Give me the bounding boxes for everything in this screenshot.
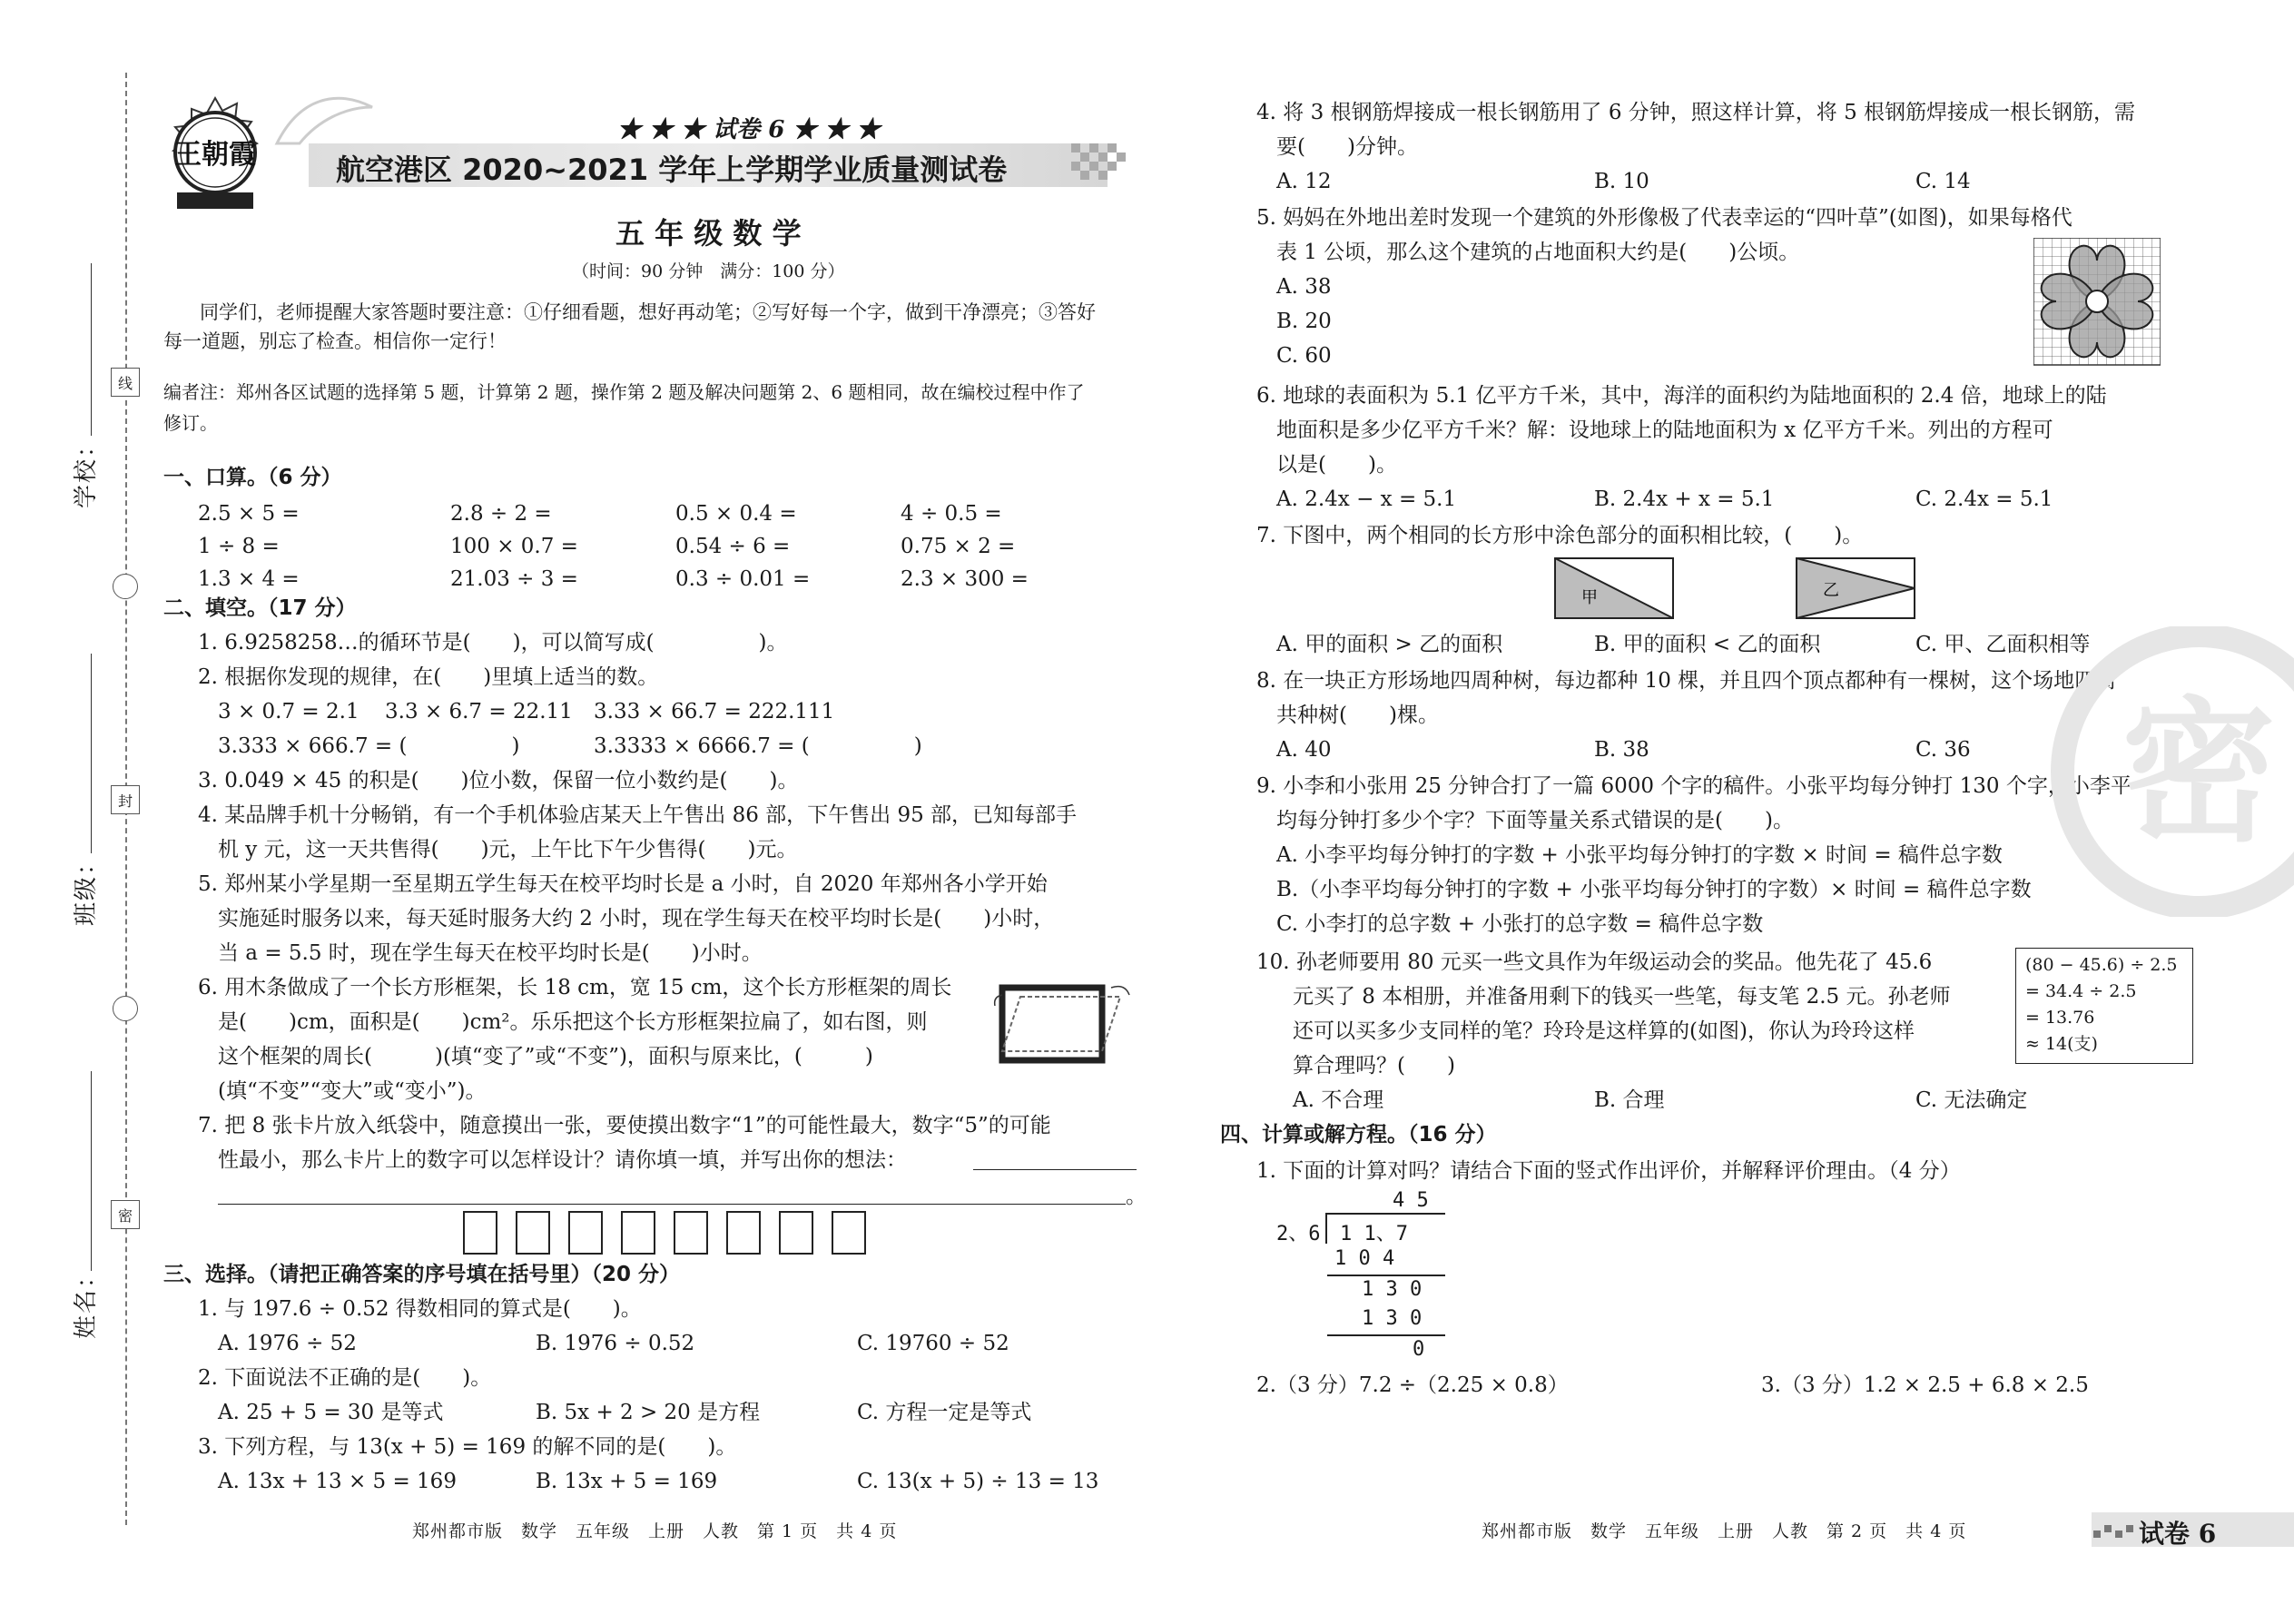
notice-line-2: 每一道题，别忘了检查。相信你一定行！ (163, 330, 507, 352)
oral-item: 2.5 × 5 = (198, 502, 300, 526)
long-division (1276, 1189, 1458, 1371)
calc-line: ≈ 14(支) (2025, 1034, 2098, 1054)
subject-title: 五 年 级 数 学 (615, 216, 802, 251)
oral-item: 0.75 × 2 = (901, 535, 1016, 558)
school-write-line (91, 263, 92, 436)
choice-q5-c: C. 60 (1276, 344, 1332, 368)
choice-q8-line1: 8. 在一块正方形场地四周种树，每边都种 10 棵，并且四个顶点都种有一棵树，这个场地四周 (1256, 669, 2117, 693)
choice-q6-a: A. 2.4x − x = 5.1 (1276, 487, 1457, 511)
rect-jia-figure (1554, 557, 1674, 619)
exam-title: 航空港区 2020~2021 学年上学期学业质量测试卷 (336, 153, 1008, 187)
fill-q6-line4: (填“不变”“变大”或“变小”)。 (218, 1079, 487, 1103)
choice-q3-c: C. 13(x + 5) ÷ 13 = 13 (857, 1470, 1099, 1493)
oral-item: 4 ÷ 0.5 = (901, 502, 1002, 526)
section-2-title: 二、填空。（17 分） (163, 596, 357, 620)
choice-q5-a: A. 38 (1276, 275, 1332, 299)
choice-q2-a: A. 25 + 5 = 30 是等式 (218, 1401, 444, 1424)
choice-q2-b: B. 5x + 2 > 20 是方程 (536, 1401, 761, 1424)
card-input-4[interactable] (621, 1211, 655, 1255)
choice-q10-c: C. 无法确定 (1915, 1088, 2028, 1112)
fill-q3: 3. 0.049 × 45 的积是( )位小数，保留一位小数约是( )。 (198, 769, 799, 792)
choice-q7: 7. 下图中，两个相同的长方形中涂色部分的面积相比较，( )。 (1256, 524, 1864, 547)
binding-mark-line: 线 (111, 368, 140, 397)
fill-q6-line3: 这个框架的周长( )(填“变了”或“不变”)，面积与原来比，( ) (218, 1045, 873, 1068)
label-yi: 乙 (1823, 581, 1839, 600)
choice-q1-c: C. 19760 ÷ 52 (857, 1332, 1009, 1355)
choice-q9-c: C. 小李打的总字数 + 小张打的总字数 = 稿件总字数 (1276, 912, 1764, 936)
div-row-4: 0 (1413, 1338, 1425, 1361)
div-divisor: 2、6 (1276, 1223, 1321, 1245)
card-input-5[interactable] (674, 1211, 708, 1255)
fill-q6-line2: 是( )cm，面积是( )cm²。乐乐把这个长方形框架拉扁了，如右图，则 (218, 1010, 928, 1034)
choice-q8-line2: 共种树( )棵。 (1276, 704, 1439, 727)
section-1-title: 一、口算。（6 分） (163, 466, 342, 489)
fill-q4-line2: 机 y 元，这一天共售得( )元，上午比下午少售得( )元。 (218, 838, 798, 861)
editor-note-line-1: 编者注：郑州各区试题的选择第 5 题，计算第 2 题，操作第 2 题及解决问题第 2、6 题相同，故在编校过程中作了 (163, 381, 1085, 403)
card-input-2[interactable] (516, 1211, 550, 1255)
card-input-8[interactable] (832, 1211, 866, 1255)
oral-item: 1 ÷ 8 = (198, 535, 280, 558)
fill-q4-line1: 4. 某品牌手机十分畅销，有一个手机体验店某天上午售出 86 部，下午售出 95 部，已知每部手 (198, 803, 1078, 827)
label-jia: 甲 (1581, 588, 1598, 607)
choice-q9-line1: 9. 小李和小张用 25 分钟合打了一篇 6000 个字的稿件。小张平均每分钟打 130 个字，小李平 (1256, 774, 2132, 798)
clover-grid-figure (2033, 238, 2161, 367)
choice-q5-line2: 表 1 公顷，那么这个建筑的占地面积大约是( )公顷。 (1276, 241, 1800, 264)
choice-q4-a: A. 12 (1276, 170, 1332, 193)
choice-q8-b: B. 38 (1594, 738, 1649, 762)
class-label: 班级： (73, 849, 100, 926)
name-label: 姓名： (73, 1262, 100, 1339)
section-4-title: 四、计算或解方程。（16 分） (1220, 1123, 1497, 1147)
class-write-line (91, 654, 92, 853)
fill-q5-line2: 实施延时服务以来，每天延时服务大约 2 小时，现在学生每天在校平均时长是( )小时， (218, 907, 1055, 930)
footer-tag: 试卷 6 (2139, 1519, 2217, 1549)
footer-left: 郑州都市版 数学 五年级 上册 人教 第 1 页 共 4 页 (412, 1521, 898, 1541)
choice-q9-b: B.（小李平均每分钟打的字数 + 小张平均每分钟打的字数）× 时间 = 稿件总字数 (1276, 878, 2032, 901)
paper-badge: ★ ★ ★ 试卷 6 ★ ★ ★ (617, 116, 881, 143)
choice-q4-b: B. 10 (1594, 170, 1649, 193)
card-input-7[interactable] (779, 1211, 813, 1255)
fill-q7-end: 。 (1126, 1185, 1147, 1208)
fill-q2-eq5: 3.3333 × 6666.7 = ( ) (594, 734, 922, 758)
calc-q2: 2.（3 分）7.2 ÷（2.25 × 0.8） (1256, 1373, 1569, 1397)
calc-line: = 34.4 ÷ 2.5 (2025, 981, 2137, 1001)
section-3-title: 三、选择。（请把正确答案的序号填在括号里）（20 分） (163, 1263, 681, 1286)
card-input-3[interactable] (568, 1211, 603, 1255)
calc-q1: 1. 下面的计算对吗？请结合下面的竖式作出评价，并解释评价理由。（4 分） (1256, 1159, 1961, 1183)
choice-q10-line1: 10. 孙老师要用 80 元买一些文具作为年级运动会的奖品。他先花了 45.6 (1256, 950, 1933, 974)
publisher-logo (159, 91, 272, 218)
fill-q7-line1: 7. 把 8 张卡片放入纸袋中，随意摸出一张，要使摸出数字“1”的可能性最大，数字“5”的可能 (198, 1114, 1051, 1137)
choice-q7-c: C. 甲、乙面积相等 (1915, 633, 2091, 656)
calc-line: = 13.76 (2025, 1008, 2095, 1028)
oral-col-1 (198, 497, 300, 595)
choice-q1-a: A. 1976 ÷ 52 (218, 1332, 357, 1355)
rect-yi-figure (1796, 557, 1915, 619)
choice-q6-line1: 6. 地球的表面积为 5.1 亿平方千米，其中，海洋的面积约为陆地面积的 2.4 倍，地球上的陆 (1256, 384, 2107, 408)
footer-checker-icon (2093, 1521, 2135, 1541)
fill-q2-eq1: 3 × 0.7 = 2.1 (218, 700, 359, 723)
calc-box (2015, 948, 2193, 1064)
choice-q10-line3: 还可以买多少支同样的笔？玲玲是这样算的(如图)，你认为玲玲这样 (1293, 1019, 1915, 1043)
oral-item: 21.03 ÷ 3 = (450, 567, 578, 591)
oral-item: 2.8 ÷ 2 = (450, 502, 552, 526)
calc-q3: 3.（3 分）1.2 × 2.5 + 6.8 × 2.5 (1761, 1373, 2089, 1397)
oral-item: 0.54 ÷ 6 = (675, 535, 791, 558)
div-dividend: 1 1、7 (1340, 1223, 1408, 1245)
choice-q6-b: B. 2.4x + x = 5.1 (1594, 487, 1775, 511)
fill-q7-line2: 性最小，那么卡片上的数字可以怎样设计？请你填一填，并写出你的想法： (218, 1148, 907, 1172)
checker-decoration-icon (1071, 136, 1135, 191)
choice-q10-line2: 元买了 8 本相册，并准备用剩下的钱买一些笔，每支笔 2.5 元。孙老师 (1293, 985, 1951, 1009)
time-info: （时间：90 分钟 满分：100 分） (572, 261, 845, 281)
choice-q6-line3: 以是( )。 (1276, 453, 1397, 477)
div-quotient: 4 5 (1393, 1189, 1429, 1212)
fill-q5-line3: 当 a = 5.5 时，现在学生每天在校平均时长是( )小时。 (218, 941, 763, 965)
choice-q1-b: B. 1976 ÷ 0.52 (536, 1332, 695, 1355)
answer-line (973, 1169, 1137, 1170)
frame-figure (993, 979, 1138, 1069)
card-input-6[interactable] (726, 1211, 761, 1255)
oral-col-2 (450, 497, 578, 595)
fill-q6-line1: 6. 用木条做成了一个长方形框架，长 18 cm，宽 15 cm，这个长方形框架的周长 (198, 976, 952, 999)
oral-item: 0.5 × 0.4 = (675, 502, 797, 526)
binding-hole-icon (113, 996, 138, 1021)
choice-q4-c: C. 14 (1915, 170, 1971, 193)
oral-item: 0.3 ÷ 0.01 = (675, 567, 811, 591)
oral-item: 100 × 0.7 = (450, 535, 578, 558)
name-write-line (91, 1071, 92, 1271)
editor-note-line-2: 修订。 (163, 412, 218, 434)
oral-item: 1.3 × 4 = (198, 567, 300, 591)
choice-q7-a: A. 甲的面积 > 乙的面积 (1276, 633, 1503, 656)
choice-q3-b: B. 13x + 5 = 169 (536, 1470, 718, 1493)
div-row-3: 1 3 0 (1362, 1307, 1423, 1330)
oral-item: 2.3 × 300 = (901, 567, 1029, 591)
choice-q9-line2: 均每分钟打多少个字？下面等量关系式错误的是( )。 (1276, 809, 1794, 832)
secret-stamp-watermark-icon (2044, 626, 2294, 917)
choice-q2-c: C. 方程一定是等式 (857, 1401, 1032, 1424)
choice-q4-line2: 要( )分钟。 (1276, 135, 1418, 159)
oral-col-3 (675, 497, 810, 595)
choice-q6-line2: 地面积是多少亿平方千米？解：设地球上的陆地面积为 x 亿平方千米。列出的方程可 (1276, 418, 2053, 442)
card-input-1[interactable] (463, 1211, 497, 1255)
binding-mark-secret: 密 (111, 1200, 140, 1229)
fill-q5-line1: 5. 郑州某小学星期一至星期五学生每天在校平均时长是 a 小时，自 2020 年郑州各小学开始 (198, 872, 1048, 896)
choice-q8-c: C. 36 (1915, 738, 1971, 762)
answer-line (218, 1204, 1126, 1205)
fill-q2-eq4: 3.333 × 666.7 = ( ) (218, 734, 520, 758)
choice-q8-a: A. 40 (1276, 738, 1332, 762)
notice-line-1: 同学们，老师提醒大家答题时要注意：①仔细看题，想好再动笔；②写好每一个字，做到干净漂亮；③答好 (200, 301, 1096, 323)
choice-q3: 3. 下列方程，与 13(x + 5) = 169 的解不同的是( )。 (198, 1435, 737, 1459)
choice-q1: 1. 与 197.6 ÷ 0.52 得数相同的算式是( )。 (198, 1297, 642, 1321)
calc-line: (80 − 45.6) ÷ 2.5 (2025, 955, 2178, 975)
fill-q1: 1. 6.9258258…的循环节是( )，可以简写成( )。 (198, 631, 788, 655)
choice-q5-b: B. 20 (1276, 310, 1332, 333)
choice-q10-b: B. 合理 (1594, 1088, 1665, 1112)
choice-q3-a: A. 13x + 13 × 5 = 169 (218, 1470, 457, 1493)
binding-hole-icon (113, 574, 138, 599)
choice-q2: 2. 下面说法不正确的是( )。 (198, 1366, 492, 1390)
div-row-2: 1 3 0 (1362, 1278, 1423, 1301)
stamp-text: 密 (2121, 684, 2277, 863)
choice-q10-line4: 算合理吗？( ) (1293, 1054, 1455, 1078)
footer-right: 郑州都市版 数学 五年级 上册 人教 第 2 页 共 4 页 (1482, 1521, 1967, 1541)
choice-q9-a: A. 小李平均每分钟打的字数 + 小张平均每分钟打的字数 × 时间 = 稿件总字数 (1276, 843, 2003, 867)
choice-q7-b: B. 甲的面积 < 乙的面积 (1594, 633, 1821, 656)
div-row-1: 1 0 4 (1334, 1247, 1395, 1270)
fill-q2: 2. 根据你发现的规律，在( )里填上适当的数。 (198, 665, 659, 689)
oral-col-4 (901, 497, 1029, 595)
choice-q10-a: A. 不合理 (1293, 1088, 1384, 1112)
fill-q2-eq2: 3.3 × 6.7 = 22.11 (385, 700, 573, 723)
choice-q5-line1: 5. 妈妈在外地出差时发现一个建筑的外形像极了代表幸运的“四叶草”(如图)，如果每格代 (1256, 206, 2072, 230)
logo-text: 王朝霞 (174, 139, 256, 171)
school-label: 学校： (73, 431, 100, 508)
binding-mark-seal: 封 (111, 785, 140, 814)
fill-q2-eq3: 3.33 × 66.7 = 222.111 (594, 700, 835, 723)
choice-q4-line1: 4. 将 3 根钢筋焊接成一根长钢筋用了 6 分钟，照这样计算，将 5 根钢筋焊接成一根长钢筋，需 (1256, 101, 2136, 124)
choice-q6-c: C. 2.4x = 5.1 (1915, 487, 2053, 511)
